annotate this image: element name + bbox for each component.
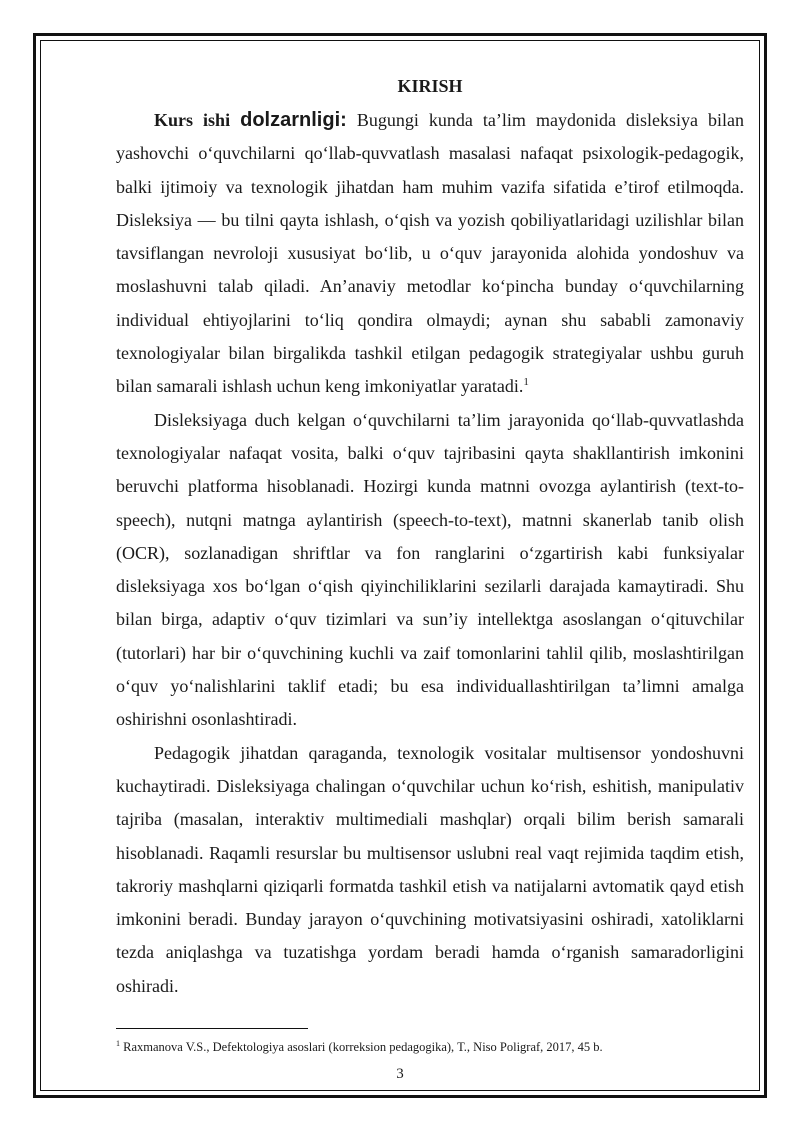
paragraph-pedagogy: Pedagogik jihatdan qaraganda, texnologik vositalar multisensor yondoshuvni kuchaytiradi. Disleksiyaga chalingan o‘quvchilar uchun ko‘rish, eshitish, manipulativ tajriba (masalan, interaktiv multimediali mashqlar) orqali bilim berish samarali hisoblanadi. Raqamli resurslar bu multisensor uslubni real vaqt rejimida taqdim etish, takroriy mashqlarni qiziqarli formatda tashkil etish va natijalarni avtomatik qayd etish imkonini beradi. Bunday jarayon o‘quvchining motivatsiyasini oshiradi, xatoliklarni tezda aniqlashga va tuzatishga yordam beradi hamda o‘rganish samaradorligini oshiradi.	[116, 742, 744, 996]
lead-label: Kurs ishi	[154, 110, 231, 130]
footnote-text: Raxmanova V.S., Defektologiya asoslari (korreksion pedagogika), T., Niso Poligraf, 2017, 45 b.	[123, 1040, 603, 1055]
lead-keyword: dolzarnligi:	[240, 109, 347, 131]
footnote	[116, 1036, 736, 1055]
footnote-divider	[116, 1028, 308, 1029]
document-body	[116, 68, 744, 1003]
paragraph-relevance	[116, 104, 744, 404]
paragraph-text: Bugungi kunda ta’lim maydonida disleksiya bilan yashovchi o‘quvchilarni qo‘llab-quvvatlash masalasi nafaqat psixologik-pedagogik, balki ijtimoiy va texnologik jihatdan ham muhim vazifa sifatida e’tirof etilmoqda. Disleksiya — bu tilni qayta ishlash, o‘qish va yozish qobiliyatlaridagi uzilishlar bilan tavsiflangan nevroloji xususiyat bo‘lib, u o‘quv jarayonida alohida yondoshuv va moslashuvni talab qiladi. An’anaviy metodlar ko‘pincha bunday o‘quvchilarning individual ehtiyojlarini to‘liq qondira olmaydi; aynan shu sababli zamonaviy texnologiyalar bilan birgalikda tashkil etilgan pedagogik strategiyalar ushbu guruh bilan samarali ishlash uchun keng imkoniyatlar yaratadi.	[116, 110, 745, 397]
page-number: 3	[396, 1066, 404, 1082]
footnote-number: 1	[116, 1039, 120, 1048]
footnote-reference: 1	[523, 376, 529, 389]
section-heading: KIRISH	[397, 76, 463, 96]
paragraph-technology: Disleksiyaga duch kelgan o‘quvchilarni ta’lim jarayonida qo‘llab-quvvatlashda texnologiyalar nafaqat vosita, balki o‘quv tajribasini qayta shakllantirish imkonini beruvchi platforma hisoblanadi. Hozirgi kunda matnni ovozga aylantirish (text-to-speech), nutqni matnga aylantirish (speech-to-text), matnni skanerlab tanib olish (OCR), sozlanadigan shriftlar va fon ranglarini o‘zgartirish kabi funksiyalar disleksiyaga xos bo‘lgan o‘qish qiyinchiliklarini sezilarli darajada kamaytiradi. Shu bilan birga, adaptiv o‘quv tizimlari va sun’iy intellektga asoslangan o‘qituvchilar (tutorlari) har bir o‘quvchining kuchli va zaif tomonlarini tahlil qilib, moslashtirilgan o‘quv yo‘nalishlarini taklif etadi; bu esa individuallashtirilgan ta’limni amalga oshirishni osonlashtiradi.	[116, 409, 744, 730]
